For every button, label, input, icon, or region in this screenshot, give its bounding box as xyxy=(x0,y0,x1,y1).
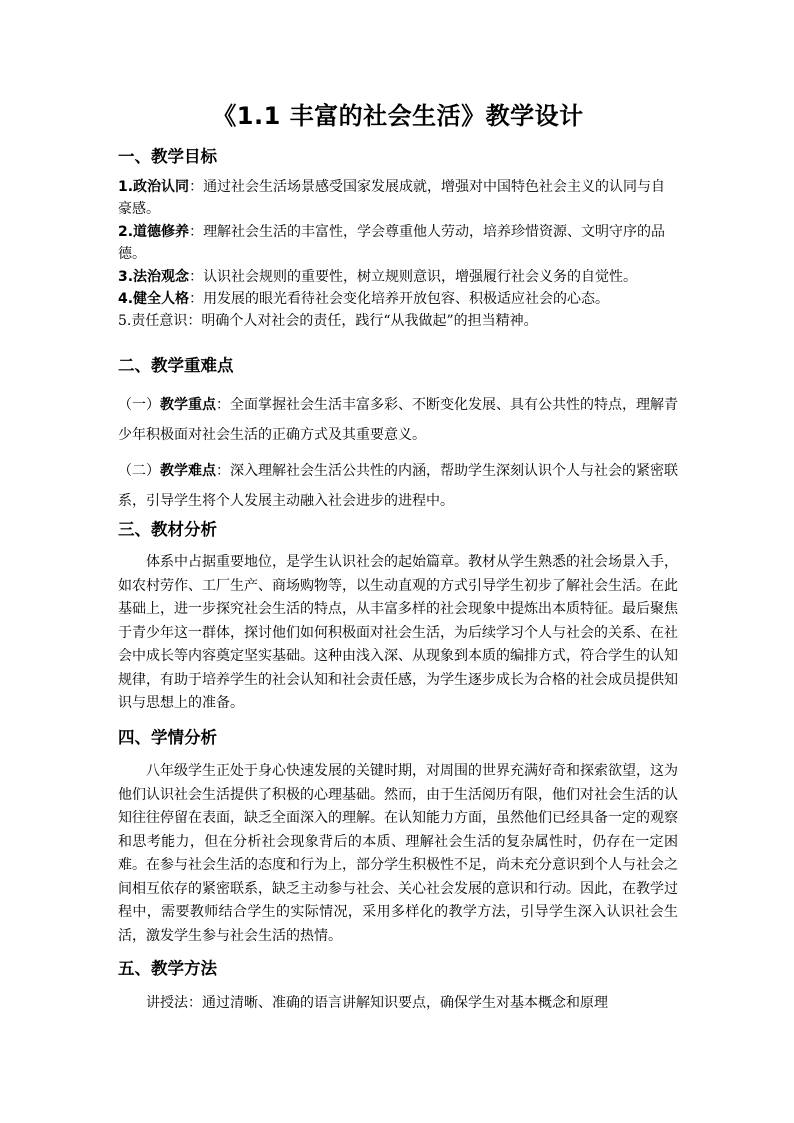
heading-objectives: 一、教学目标 xyxy=(118,147,217,166)
key-point-item: （一）教学重点：全面掌握社会生活丰富多彩、不断变化发展、具有公共性的特点，理解青少年积极面对社会生活的正确方式及其重要意义。 xyxy=(118,397,678,443)
key-points-list xyxy=(118,390,678,516)
heading-textbook: 三、教材分析 xyxy=(118,520,217,539)
objective-item: 5.责任意识：明确个人对社会的责任，践行“从我做起”的担当精神。 xyxy=(118,313,538,330)
methods-paragraph: 讲授法：通过清晰、准确的语言讲解知识要点，确保学生对基本概念和原理 xyxy=(146,995,608,1011)
objective-item: 1.政治认同：通过社会生活场景感受国家发展成就，增强对中国特色社会主义的认同与自豪感。 xyxy=(118,179,666,218)
student-analysis xyxy=(118,760,678,948)
key-point-item: （二）教学难点：深入理解社会生活公共性的内涵，帮助学生深刻认识个人与社会的紧密联系，引导学生将个人发展主动融入社会进步的进程中。 xyxy=(118,463,678,509)
heading-students: 四、学情分析 xyxy=(118,728,217,747)
textbook-paragraph: 体系中占据重要地位，是学生认识社会的起始篇章。教材从学生熟悉的社会场景入手，如农村劳作、工厂生产、商场购物等，以生动直观的方式引导学生初步了解社会生活。在此基础上，进一步探究社会生活的特点，从丰富多样的社会现象中提炼出本质特征。最后聚焦于青少年这一群体，探讨他们如何积极面对社会生活，为后续学习个人与社会的关系、在社会中成长等内容奠定坚实基础。这种由浅入深、从现象到本质的编排方式，符合学生的认知规律，有助于培养学生的社会认知和社会责任感，为学生逐步成长为合格的社会成员提供知识与思想上的准备。 xyxy=(118,554,678,711)
heading-methods: 五、教学方法 xyxy=(118,959,217,978)
textbook-analysis xyxy=(118,551,678,716)
document-title: 《1.1 丰富的社会生活》教学设计 xyxy=(212,102,584,130)
objective-item: 2.道德修养：理解社会生活的丰富性，学会尊重他人劳动，培养珍惜资源、文明守序的品德。 xyxy=(118,223,666,263)
objective-item: 3.法治观念：认识社会规则的重要性，树立规则意识，增强履行社会义务的自觉性。 xyxy=(118,268,638,285)
teaching-methods xyxy=(118,992,678,1016)
heading-key-points: 二、教学重难点 xyxy=(118,356,234,375)
objective-item: 4.健全人格：用发展的眼光看待社会变化培养开放包容、积极适应社会的心态。 xyxy=(118,291,610,308)
students-paragraph: 八年级学生正处于身心快速发展的关键时期，对周围的世界充满好奇和探索欲望，这为他们认识社会生活提供了积极的心理基础。然而，由于生活阅历有限，他们对社会生活的认知往往停留在表面，缺乏全面深入的理解。在认知能力方面，虽然他们已经具备一定的观察和思考能力，但在分析社会现象背后的本质、理解社会生活的复杂属性时，仍存在一定困难。在参与社会生活的态度和行为上，部分学生积极性不足，尚未充分意识到个人与社会之间相互依存的紧密联系，缺乏主动参与社会、关心社会发展的意识和行动。因此，在教学过程中，需要教师结合学生的实际情况，采用多样化的教学方法，引导学生深入认识社会生活，激发学生参与社会生活的热情。 xyxy=(118,763,678,944)
objectives-list xyxy=(118,176,678,333)
